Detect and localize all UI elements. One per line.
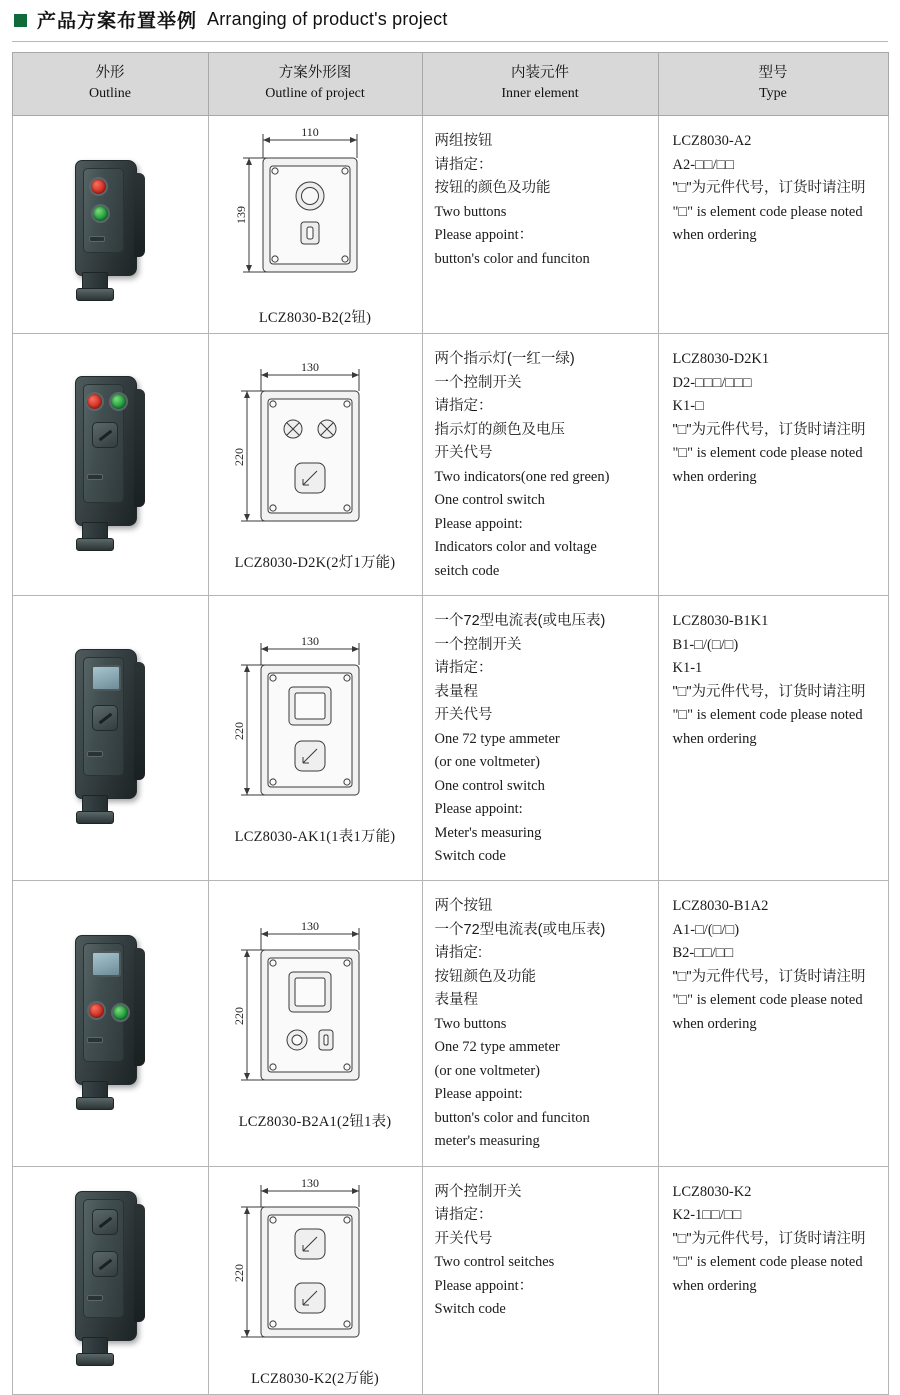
header-divider <box>12 41 888 42</box>
inner-element-line: button's color and funciton <box>434 250 590 267</box>
product-photo-cell <box>12 596 208 881</box>
table-row <box>12 881 888 1166</box>
type-cell <box>658 1166 888 1394</box>
svg-text:139: 139 <box>233 206 248 225</box>
type-line: D2-□□□/□□□ <box>672 374 752 391</box>
type-line: when ordering <box>672 1015 757 1032</box>
cable-gland <box>76 1353 114 1366</box>
type-line: when ordering <box>672 730 757 747</box>
type-line: "□" is element code please noted <box>672 203 863 220</box>
page-title-cn: 产品方案布置举例 <box>37 11 198 32</box>
enclosure-side <box>134 173 145 257</box>
type-line: LCZ8030-A2 <box>672 133 752 150</box>
svg-text:130: 130 <box>300 360 319 375</box>
product-photo-lcz8030-k2 <box>35 1185 185 1375</box>
cable-gland <box>76 288 114 301</box>
inner-element-line: 一个72型电流表(或电压表) <box>434 613 606 630</box>
inner-element-line: Meter's measuring <box>434 824 542 841</box>
type-line: A2-□□/□□ <box>672 156 735 173</box>
column-header-inner-cn: 内装元件 <box>511 65 569 81</box>
inner-element-line: 一个控制开关 <box>434 636 522 653</box>
column-header-outline <box>12 53 208 116</box>
type-line: when ordering <box>672 468 757 485</box>
column-header-type <box>658 53 888 116</box>
inner-element-line: 两个按钮 <box>434 898 493 915</box>
inner-element-cell <box>422 881 658 1166</box>
inner-element-line: One 72 type ammeter <box>434 730 560 747</box>
product-photo-lcz8030-ak1 <box>35 643 185 833</box>
inner-element-line: 两组按钮 <box>434 133 493 150</box>
type-cell <box>658 881 888 1166</box>
inner-element-line: Please appoint: <box>434 801 523 818</box>
drawing-caption: LCZ8030-B2(2钮) <box>258 310 372 327</box>
type-line: B2-□□/□□ <box>672 945 734 962</box>
enclosure-side <box>134 1204 145 1322</box>
nameplate-slot <box>87 474 103 480</box>
inner-element-line: (or one voltmeter) <box>434 754 540 771</box>
inner-element-line: 指示灯的颜色及电压 <box>434 421 565 438</box>
page-title-en: Arranging of product's project <box>207 9 448 29</box>
column-header-project-cn: 方案外形图 <box>278 65 352 81</box>
svg-text:130: 130 <box>300 633 319 648</box>
inner-element-line: seitch code <box>434 562 500 579</box>
svg-text:130: 130 <box>300 919 319 934</box>
green-button-icon <box>111 1003 130 1022</box>
drawing-caption: LCZ8030-B2A1(2钮1表) <box>238 1114 392 1131</box>
enclosure-side <box>134 389 145 507</box>
drawing-caption: LCZ8030-D2K(2灯1万能) <box>234 555 396 572</box>
type-line: "□"为元件代号，订货时请注明 <box>672 968 866 985</box>
dimension-drawing-d2k <box>209 359 422 572</box>
inner-element-line: 请指定： <box>434 660 493 677</box>
type-line: "□" is element code please noted <box>672 707 863 724</box>
svg-text:130: 130 <box>300 1175 319 1190</box>
table-row <box>12 1166 888 1394</box>
type-line: "□"为元件代号，订货时请注明 <box>672 1230 866 1247</box>
inner-element-line: 两个指示灯(一红一绿) <box>434 351 575 368</box>
inner-element-line: 两个控制开关 <box>434 1183 522 1200</box>
inner-element-line: 开关代号 <box>434 445 493 462</box>
inner-element-line: 按钮的颜色及功能 <box>434 180 551 197</box>
svg-text:220: 220 <box>231 1007 246 1026</box>
table-row <box>12 334 888 596</box>
product-photo-cell <box>12 881 208 1166</box>
inner-element-line: Indicators color and voltage <box>434 539 597 556</box>
inner-element-line: Please appoint: <box>434 515 523 532</box>
inner-element-line: Two control seitches <box>434 1254 555 1271</box>
column-header-outline-en: Outline <box>89 86 131 102</box>
type-line: "□"为元件代号，订货时请注明 <box>672 180 866 197</box>
inner-element-line: Two buttons <box>434 203 507 220</box>
type-cell <box>658 596 888 881</box>
column-header-outline-cn: 外形 <box>95 65 125 81</box>
inner-element-line: (or one voltmeter) <box>434 1062 540 1079</box>
inner-element-cell <box>422 334 658 596</box>
product-photo-lcz8030-b2 <box>35 150 185 300</box>
table-row <box>12 596 888 881</box>
cable-gland <box>76 538 114 551</box>
type-line: LCZ8030-B1A2 <box>672 898 769 915</box>
table-row <box>12 116 888 334</box>
type-line: K1-□ <box>672 398 704 415</box>
product-photo-cell <box>12 116 208 334</box>
column-header-inner-element <box>422 53 658 116</box>
inner-element-line: One 72 type ammeter <box>434 1039 560 1056</box>
type-line: LCZ8030-D2K1 <box>672 351 770 368</box>
type-line: "□"为元件代号，订货时请注明 <box>672 683 866 700</box>
type-line: "□" is element code please noted <box>672 445 863 462</box>
dimension-drawing-b2a1 <box>209 918 422 1131</box>
nameplate-slot <box>87 751 103 757</box>
inner-element-line: 一个72型电流表(或电压表) <box>434 921 606 938</box>
cable-gland <box>76 811 114 824</box>
project-drawing-cell <box>208 1166 422 1394</box>
type-line: K2-1□□/□□ <box>672 1207 742 1224</box>
svg-text:220: 220 <box>231 448 246 467</box>
control-switch-knob-icon <box>92 1251 118 1277</box>
column-header-type-en: Type <box>759 86 787 102</box>
green-button-icon <box>91 204 110 223</box>
control-switch-knob-icon <box>92 1209 118 1235</box>
project-drawing-cell <box>208 881 422 1166</box>
svg-text:110: 110 <box>300 125 319 140</box>
red-indicator-icon <box>85 392 104 411</box>
inner-element-line: Switch code <box>434 848 506 864</box>
header-square-marker-icon <box>14 14 27 27</box>
red-button-icon <box>89 177 108 196</box>
drawing-caption: LCZ8030-K2(2万能) <box>251 1370 379 1387</box>
type-line: A1-□/(□/□) <box>672 921 740 938</box>
dimension-drawing-ak1 <box>209 633 422 846</box>
nameplate-slot <box>87 1037 103 1043</box>
type-line: when ordering <box>672 227 757 244</box>
control-switch-knob-icon <box>92 422 118 448</box>
inner-element-line: Switch code <box>434 1301 506 1318</box>
type-line: when ordering <box>672 1277 757 1294</box>
project-drawing-cell <box>208 596 422 881</box>
red-button-icon <box>87 1001 106 1020</box>
inner-element-line: button's color and funciton <box>434 1109 590 1126</box>
inner-element-line: One control switch <box>434 777 545 794</box>
project-drawing-cell <box>208 334 422 596</box>
product-photo-lcz8030-b2a1 <box>35 929 185 1119</box>
inner-element-line: Please appoint： <box>434 1277 534 1294</box>
enclosure-side <box>134 662 145 780</box>
inner-element-line: Two buttons <box>434 1015 507 1032</box>
product-photo-cell <box>12 1166 208 1394</box>
inner-element-line: Two indicators(one red green) <box>434 468 610 485</box>
inner-element-line: 请指定: <box>434 945 483 962</box>
inner-element-line: 表量程 <box>434 683 478 700</box>
drawing-caption: LCZ8030-AK1(1表1万能) <box>234 828 396 845</box>
inner-element-line: 开关代号 <box>434 1230 493 1247</box>
type-cell <box>658 116 888 334</box>
type-cell <box>658 334 888 596</box>
product-photo-cell <box>12 334 208 596</box>
type-line: LCZ8030-B1K1 <box>672 613 769 630</box>
type-line: "□" is element code please noted <box>672 1254 863 1271</box>
nameplate-slot <box>87 1295 103 1301</box>
cable-gland <box>76 1097 114 1110</box>
nameplate-slot <box>89 236 105 242</box>
green-indicator-icon <box>109 392 128 411</box>
type-line: "□" is element code please noted <box>672 992 863 1009</box>
inner-element-cell <box>422 1166 658 1394</box>
control-switch-knob-icon <box>92 705 118 731</box>
type-line: LCZ8030-K2 <box>672 1183 752 1200</box>
project-drawing-cell <box>208 116 422 334</box>
dimension-drawing-b2 <box>209 124 422 327</box>
inner-element-line: 一个控制开关 <box>434 374 522 391</box>
type-line: "□"为元件代号，订货时请注明 <box>672 421 866 438</box>
type-line: K1-1 <box>672 660 703 677</box>
inner-element-line: One control switch <box>434 492 545 509</box>
inner-element-line: 表量程 <box>434 992 478 1009</box>
product-project-table <box>12 52 889 1395</box>
inner-element-line: 请指定： <box>434 156 493 173</box>
column-header-project-en: Outline of project <box>265 86 365 102</box>
ammeter-face-icon <box>91 951 121 977</box>
column-header-inner-en: Inner element <box>501 86 579 102</box>
inner-element-cell <box>422 596 658 881</box>
dimension-drawing-k2 <box>209 1175 422 1388</box>
inner-element-cell <box>422 116 658 334</box>
table-header-row <box>12 53 888 116</box>
page-header <box>0 0 900 41</box>
inner-element-line: 请指定： <box>434 398 493 415</box>
column-header-type-cn: 型号 <box>758 65 788 81</box>
column-header-outline-of-project <box>208 53 422 116</box>
inner-element-line: 按钮颜色及功能 <box>434 968 536 985</box>
inner-element-line: Please appoint: <box>434 1086 523 1103</box>
ammeter-face-icon <box>91 665 121 691</box>
enclosure-side <box>134 948 145 1066</box>
inner-element-line: 开关代号 <box>434 707 493 724</box>
inner-element-line: meter's measuring <box>434 1133 540 1150</box>
inner-element-line: 请指定： <box>434 1207 493 1224</box>
type-line: B1-□/(□/□) <box>672 636 739 653</box>
svg-text:220: 220 <box>231 721 246 740</box>
product-photo-lcz8030-d2k <box>35 370 185 560</box>
inner-element-line: Please appoint： <box>434 227 534 244</box>
svg-text:220: 220 <box>231 1263 246 1282</box>
